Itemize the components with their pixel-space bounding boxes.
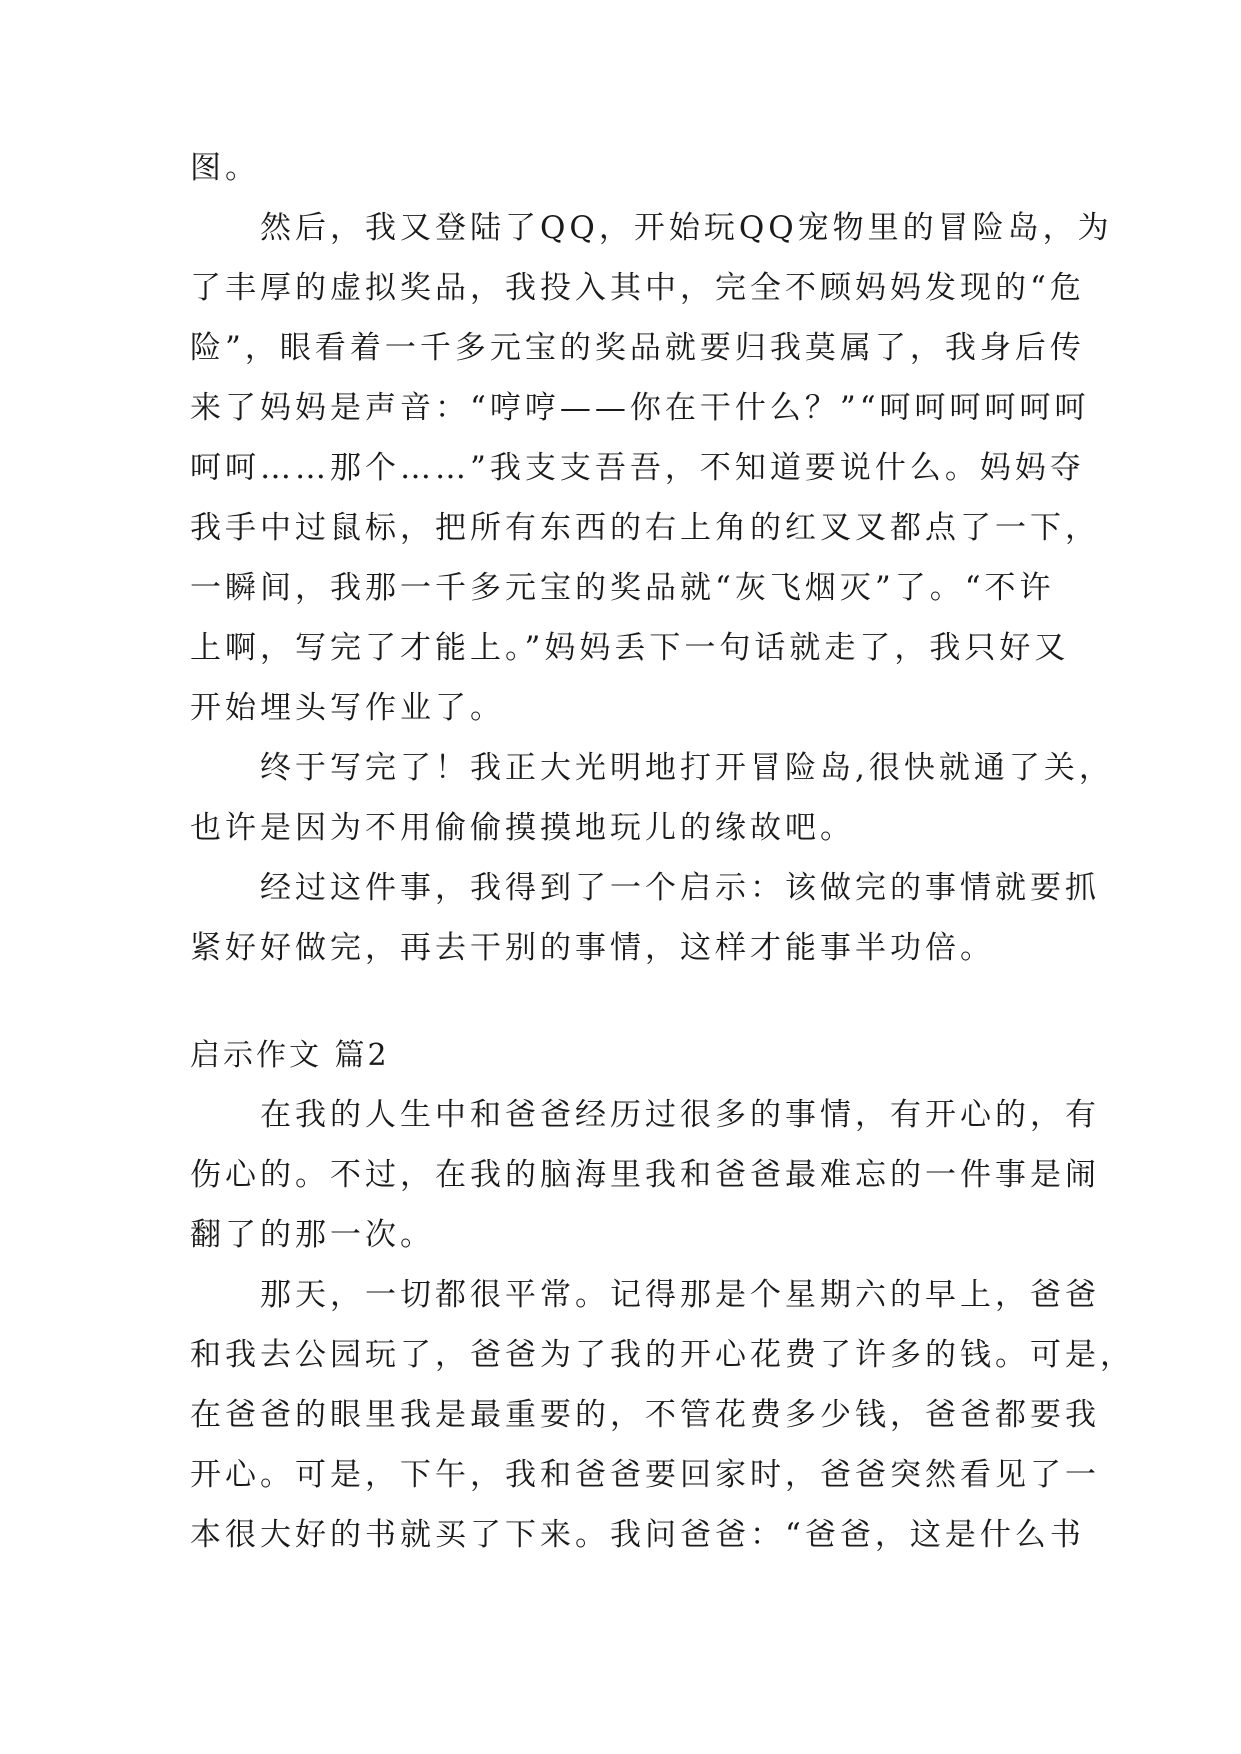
text-line: 紧好好做完，再去干别的事情，这样才能事半功倍。 [190,930,995,966]
text-line: 呵呵……那个……”我支支吾吾，不知道要说什么。妈妈夺 [190,450,1085,486]
paragraph [190,858,1100,978]
text-line: 在我的人生中和爸爸经历过很多的事情，有开心的，有 [260,1097,1100,1133]
text-line: 了丰厚的虚拟奖品，我投入其中，完全不顾妈妈发现的“危 [190,270,1085,306]
paragraph [190,1085,1100,1265]
paragraph [190,1265,1135,1565]
text-line: 伤心的。不过，在我的脑海里我和爸爸最难忘的一件事是闹 [190,1157,1100,1193]
text-line: 经过这件事，我得到了一个启示：该做完的事情就要抓 [260,870,1100,906]
text-line: 上啊，写完了才能上。”妈妈丢下一句话就走了，我只好又 [190,630,1070,666]
text-line: 和我去公园玩了，爸爸为了我的开心花费了许多的钱。可是， [190,1337,1135,1373]
text-line: 开心。可是，下午，我和爸爸要回家时，爸爸突然看见了一 [190,1457,1100,1493]
text-line: 一瞬间，我那一千多元宝的奖品就“灰飞烟灭”了。“不许 [190,570,1055,606]
text-line: 我手中过鼠标，把所有东西的右上角的红叉叉都点了一下， [190,510,1100,546]
text-line: 来了妈妈是声音：“哼哼——你在干什么？”“呵呵呵呵呵呵 [190,390,1090,426]
text-line: 也许是因为不用偷偷摸摸地玩儿的缘故吧。 [190,810,855,846]
text-line: 在爸爸的眼里我是最重要的，不管花费多少钱，爸爸都要我 [190,1397,1100,1433]
text-line: 图。 [190,150,260,186]
paragraph-continuation [190,138,1050,198]
paragraph [190,198,1113,738]
text-line: 开始埋头写作业了。 [190,690,505,726]
text-line: 那天，一切都很平常。记得那是个星期六的早上，爸爸 [260,1277,1100,1313]
text-line: 本很大好的书就买了下来。我问爸爸：“爸爸，这是什么书 [190,1517,1085,1553]
text-line: 终于写完了！我正大光明地打开冒险岛,很快就通了关， [260,750,1114,786]
paragraph [190,738,1114,858]
text-line: 翻了的那一次。 [190,1217,435,1253]
text-line: 险”，眼看着一千多元宝的奖品就要归我莫属了，我身后传 [190,330,1085,366]
text-line: 然后，我又登陆了QQ，开始玩QQ宠物里的冒险岛，为 [260,210,1113,246]
section-heading: 启示作文 篇2 [190,1038,390,1073]
